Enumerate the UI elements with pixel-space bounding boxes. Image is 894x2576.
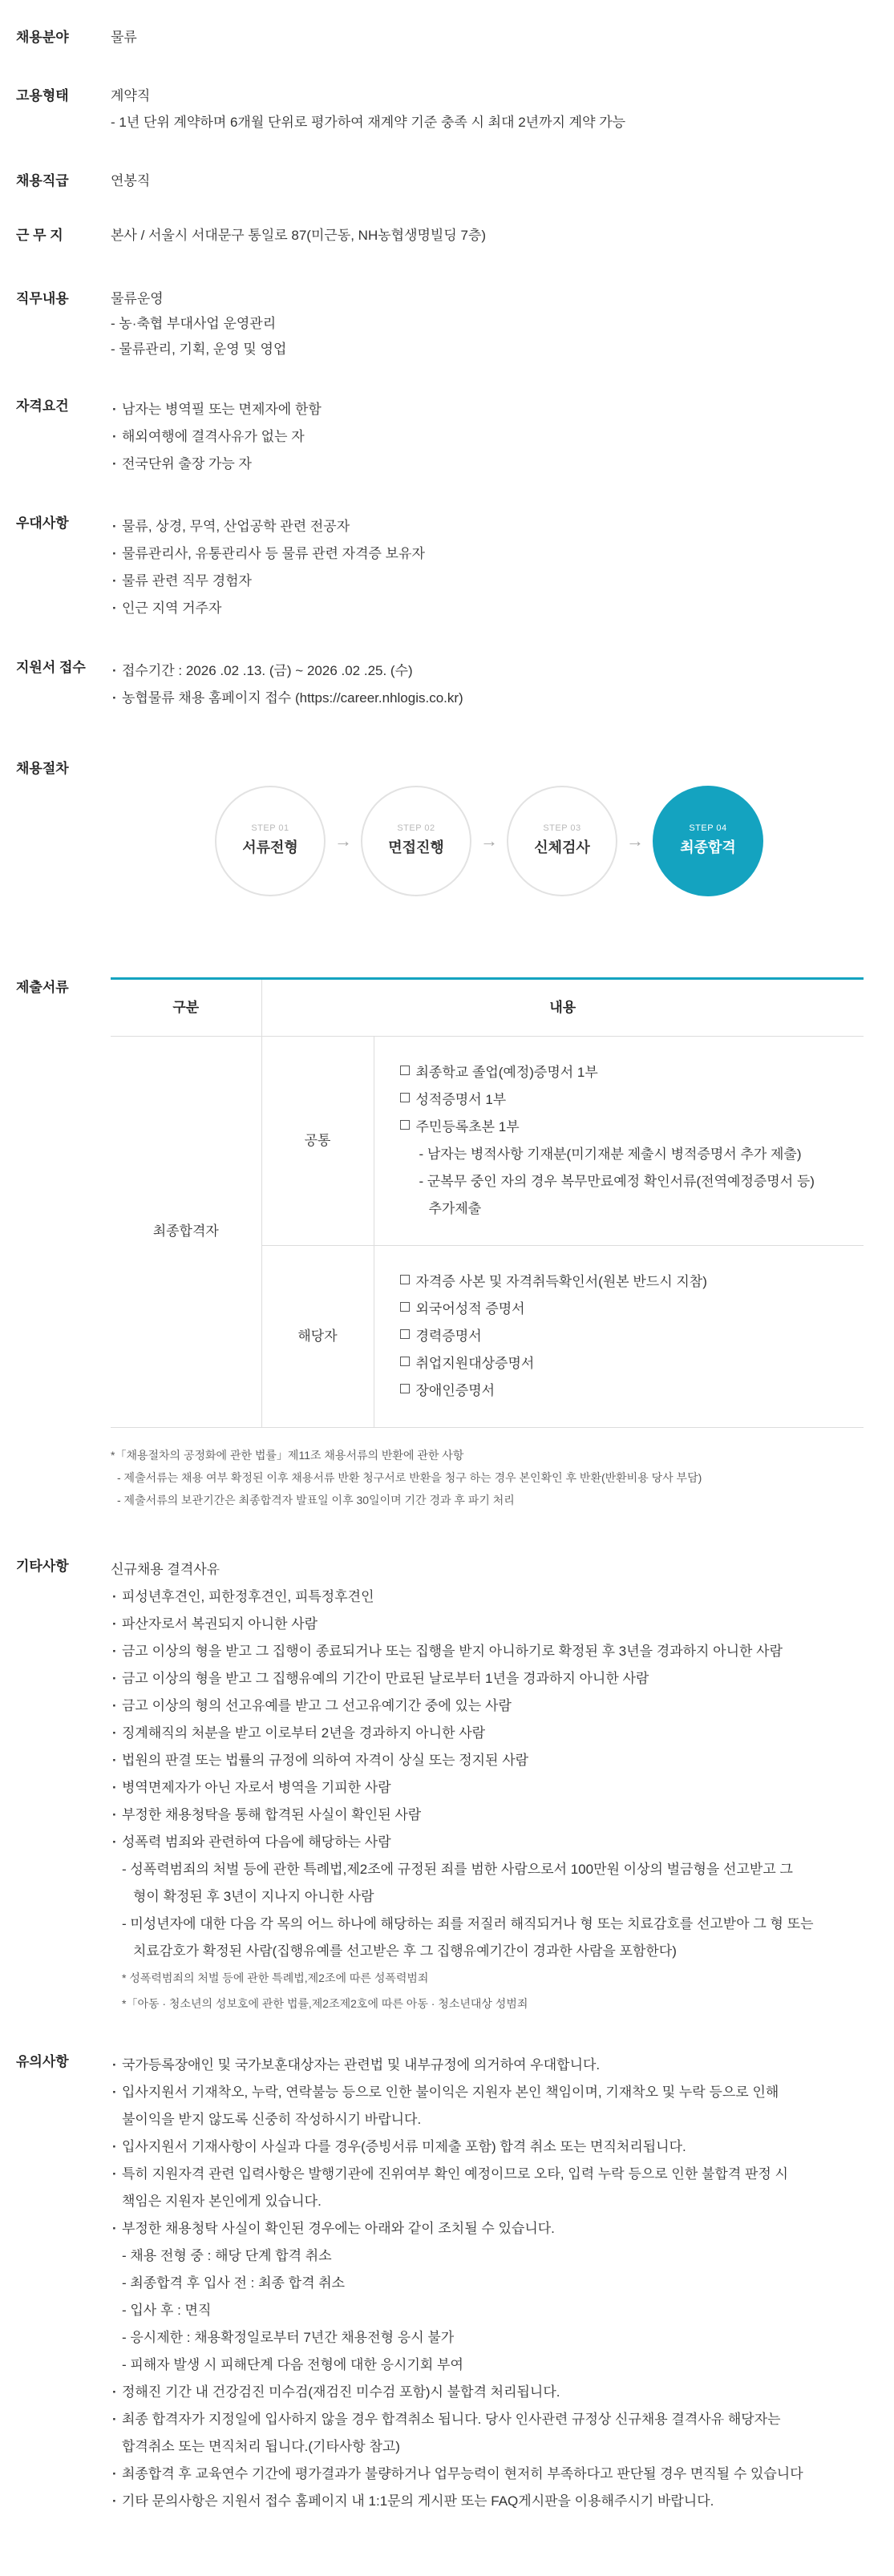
checkbox-item: 장애인증명서	[398, 1377, 853, 1405]
step-3	[507, 786, 617, 896]
list-item: · 기타 문의사항은 지원서 접수 홈페이지 내 1:1문의 게시판 또는 FAQ게시판을 이용해주시기 바랍니다.	[111, 2488, 878, 2515]
checkbox-item: 외국어성적 증명서	[398, 1296, 853, 1323]
checkbox-item: 주민등록초본 1부	[398, 1114, 853, 1141]
sub-item: 형이 확정된 후 3년이 지나지 아니한 사람	[133, 1888, 374, 1904]
list-item: · 법원의 판결 또는 법률의 규정에 의하여 자격이 상실 또는 정지된 사람	[111, 1747, 878, 1774]
list-item: · 파산자로서 복권되지 아니한 사람	[111, 1611, 878, 1638]
list-item: · 남자는 병역필 또는 면제자에 한함	[111, 396, 878, 423]
subrow-label-applicable: 해당자	[261, 1245, 374, 1427]
step-number: STEP 02	[397, 823, 435, 834]
section-cautions	[0, 2052, 894, 2515]
list-item: · 징계해직의 처분을 받고 이로부터 2년을 경과하지 아니한 사람	[111, 1720, 878, 1747]
section-label: 제출서류	[16, 979, 69, 995]
checkbox-item: 취업지원대상증명서	[398, 1350, 853, 1377]
other-note: * 성폭력범죄의 처벌 등에 관한 특례법,제2조에 따른 성폭력범죄	[122, 1971, 429, 1984]
section-documents	[0, 977, 894, 1511]
application-site: · 농협물류 채용 홈페이지 접수 (https://career.nhlogis.co.kr)	[111, 685, 878, 712]
section-field	[0, 27, 894, 48]
list-item: · 국가등록장애인 및 국가보훈대상자는 관련법 및 내부규정에 의거하여 우대합니다.	[111, 2052, 878, 2079]
list-item: - 물류관리, 기획, 운영 및 영업	[111, 342, 287, 358]
documents-note-title: *「채용절차의 공정화에 관한 법률」제11조 채용서류의 반환에 관한 사항	[111, 1448, 464, 1462]
section-label: 채용절차	[16, 760, 69, 776]
checkbox-item: 성적증명서 1부	[398, 1086, 853, 1114]
step-number: STEP 01	[251, 823, 289, 834]
table-header-category: 구분	[111, 978, 261, 1036]
employment-type-detail: - 1년 단위 계약하며 6개월 단위로 평가하여 재계약 기준 충족 시 최대 2년까지 계약 가능	[111, 114, 626, 130]
sub-item: - 남자는 병적사항 기재분(미기재분 제출시 병적증명서 추가 제출)	[419, 1146, 802, 1162]
section-qualification	[0, 396, 894, 478]
list-item: · 물류, 상경, 무역, 산업공학 관련 전공자	[111, 513, 878, 540]
list-item: · 피성년후견인, 피한정후견인, 피특정후견인	[111, 1583, 878, 1611]
list-item: · 금고 이상의 형을 받고 그 집행유예의 기간이 만료된 날로부터 1년을 경과하지 아니한 사람	[111, 1665, 878, 1692]
list-item: · 최종 합격자가 지정일에 입사하지 않을 경우 합격취소 됩니다. 당사 인사관련 규정상 신규채용 결격사유 해당자는	[111, 2406, 878, 2433]
documents-table	[111, 977, 864, 1428]
section-label: 유의사항	[16, 2053, 69, 2069]
rank-value: 연봉직	[111, 173, 151, 189]
section-label: 근 무 지	[16, 228, 63, 244]
list-item: · 물류 관련 직무 경험자	[111, 568, 878, 595]
employment-type-value: 계약직	[111, 88, 151, 104]
arrow-right-icon: →	[626, 830, 644, 851]
list-item: · 부정한 채용청탁을 통해 합격된 사실이 확인된 사람	[111, 1802, 878, 1829]
section-label: 고용형태	[16, 88, 69, 104]
sub-item: - 성폭력범죄의 처벌 등에 관한 특례법,제2조에 규정된 죄를 범한 사람으로서 100만원 이상의 벌금형을 선고받고 그	[122, 1861, 793, 1877]
section-label: 채용직급	[16, 173, 69, 189]
documents-note: - 제출서류의 보관기간은 최종합격자 발표일 이후 30일이며 기간 경과 후 파기 처리	[117, 1493, 515, 1506]
list-item: · 성폭력 범죄와 관련하여 다음에 해당하는 사람	[111, 1829, 878, 1856]
sub-item: 치료감호가 확정된 사람(집행유예를 선고받은 후 그 집행유예기간이 경과한 사람을 포함한다)	[133, 1943, 677, 1959]
section-label: 직무내용	[16, 290, 69, 306]
workplace-value: 본사 / 서울시 서대문구 통일로 87(미근동, NH농협생명빌딩 7층)	[111, 228, 487, 244]
step-2	[361, 786, 471, 896]
sub-item: - 응시제한 : 채용확정일로부터 7년간 채용전형 응시 불가	[122, 2329, 455, 2345]
section-process	[0, 758, 894, 901]
list-item: · 병역면제자가 아닌 자로서 병역을 기피한 사람	[111, 1774, 878, 1802]
list-item: · 입사지원서 기재사항이 사실과 다를 경우(증빙서류 미제출 포함) 합격 취소 또는 면직처리됩니다.	[111, 2133, 878, 2161]
list-item-cont: 합격취소 또는 면직처리 됩니다.(기타사항 참고)	[122, 2438, 400, 2454]
list-item: · 입사지원서 기재착오, 누락, 연락불능 등으로 인한 불이익은 지원자 본인 책임이며, 기재착오 및 누락 등으로 인해	[111, 2079, 878, 2106]
list-item: · 전국단위 출장 가능 자	[111, 451, 878, 478]
list-item: · 부정한 채용청탁 사실이 확인된 경우에는 아래와 같이 조치될 수 있습니다.	[111, 2215, 878, 2242]
section-label: 기타사항	[16, 1558, 69, 1574]
arrow-right-icon: →	[480, 830, 498, 851]
section-label: 우대사항	[16, 515, 69, 531]
step-4-active	[653, 786, 763, 896]
list-item: · 정해진 기간 내 건강검진 미수검(재검진 미수검 포함)시 불합격 처리됩니다.	[111, 2379, 878, 2406]
list-item: - 농·축협 부대사업 운영관리	[111, 316, 277, 332]
sub-item: - 최종합격 후 입사 전 : 최종 합격 취소	[122, 2275, 346, 2291]
list-item: · 특히 지원자격 관련 입력사항은 발행기관에 진위여부 확인 예정이므로 오타, 입력 누락 등으로 인한 불합격 판정 시	[111, 2161, 878, 2188]
field-value: 물류	[111, 30, 137, 45]
step-number: STEP 03	[543, 823, 581, 834]
list-item: · 인근 지역 거주자	[111, 595, 878, 622]
other-note: *「아동 · 청소년의 성보호에 관한 법률,제2조제2호에 따른 아동 · 청소년대상 성범죄	[122, 1996, 528, 2010]
list-item-cont: 불이익을 받지 않도록 신중히 작성하시기 바랍니다.	[122, 2111, 422, 2127]
table-header-content: 내용	[261, 978, 864, 1036]
section-label: 채용분야	[16, 30, 69, 45]
step-name: 면접진행	[388, 839, 444, 856]
section-preference	[0, 513, 894, 622]
process-steps	[215, 781, 878, 901]
list-item: · 해외여행에 결격사유가 없는 자	[111, 423, 878, 451]
table-row	[111, 1036, 864, 1245]
application-period: · 접수기간 : 2026 .02 .13. (금) ~ 2026 .02 .25. (수)	[111, 657, 878, 685]
section-employment-type	[0, 86, 894, 133]
section-label: 자격요건	[16, 398, 69, 414]
section-application	[0, 657, 894, 712]
checkbox-item: 최종학교 졸업(예정)증명서 1부	[398, 1059, 853, 1086]
step-name: 서류전형	[242, 839, 298, 856]
list-item: · 물류관리사, 유통관리사 등 물류 관련 자격증 보유자	[111, 540, 878, 568]
list-item: · 최종합격 후 교육연수 기간에 평가결과가 불량하거나 업무능력이 현저히 부족하다고 판단될 경우 면직될 수 있습니다	[111, 2461, 878, 2488]
other-title: 신규채용 결격사유	[111, 1561, 220, 1577]
section-rank	[0, 171, 894, 192]
documents-note: - 제출서류는 채용 여부 확정된 이후 채용서류 반환 청구서로 반환을 청구 하는 경우 본인확인 후 반환(반환비용 당사 부담)	[117, 1470, 702, 1484]
list-item: · 금고 이상의 형의 선고유예를 받고 그 선고유예기간 중에 있는 사람	[111, 1692, 878, 1720]
list-item: · 금고 이상의 형을 받고 그 집행이 종료되거나 또는 집행을 받지 아니하기로 확정된 후 3년을 경과하지 아니한 사람	[111, 1638, 878, 1665]
step-name: 신체검사	[534, 839, 590, 856]
step-1	[215, 786, 326, 896]
sub-item: - 입사 후 : 면직	[122, 2302, 212, 2318]
row-label-final: 최종합격자	[111, 1036, 261, 1427]
section-workplace	[0, 225, 894, 246]
sub-item: 추가제출	[428, 1200, 482, 1216]
sub-item: - 군복무 중인 자의 경우 복무만료예정 확인서류(전역예정증명서 등)	[419, 1173, 815, 1189]
section-label: 지원서 접수	[16, 659, 86, 675]
sub-item: - 미성년자에 대한 다음 각 목의 어느 하나에 해당하는 죄를 저질러 해직되거나 형 또는 치료감호를 선고받아 그 형 또는	[122, 1915, 814, 1931]
subrow-label-common: 공통	[261, 1036, 374, 1245]
arrow-right-icon: →	[334, 830, 352, 851]
table-header-row	[111, 978, 864, 1036]
step-number: STEP 04	[689, 823, 727, 834]
checkbox-item: 자격증 사본 및 자격취득확인서(원본 반드시 지참)	[398, 1268, 853, 1296]
section-duties	[0, 289, 894, 361]
section-other	[0, 1556, 894, 2016]
list-item-cont: 책임은 지원자 본인에게 있습니다.	[122, 2193, 322, 2209]
duties-title: 물류운영	[111, 290, 164, 306]
sub-item: - 채용 전형 중 : 해당 단계 합격 취소	[122, 2247, 332, 2263]
step-name: 최종합격	[680, 839, 736, 856]
sub-item: - 피해자 발생 시 피해단계 다음 전형에 대한 응시기회 부여	[122, 2356, 463, 2372]
checkbox-item: 경력증명서	[398, 1323, 853, 1350]
